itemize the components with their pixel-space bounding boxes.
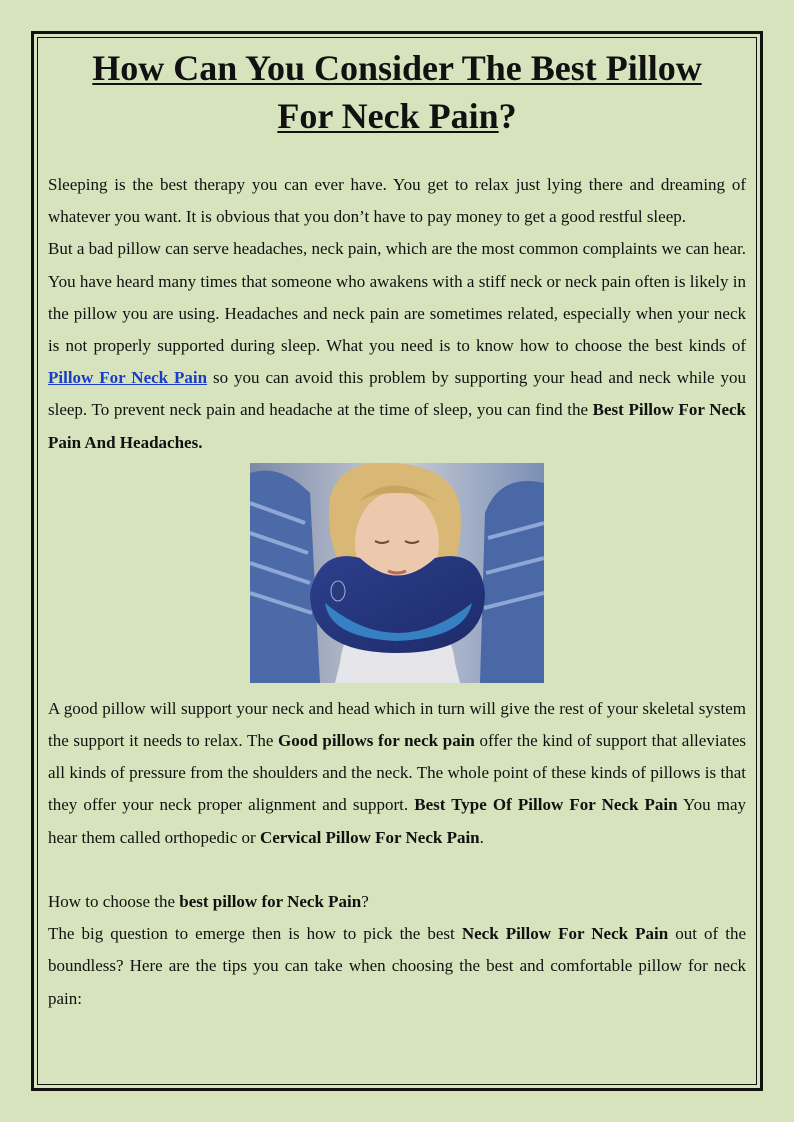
bold-phrase: Best Type Of Pillow For Neck Pain [414,795,678,815]
bold-phrase: Cervical Pillow For Neck Pain [259,827,480,847]
paragraph-how-to-choose [48,886,746,918]
paragraph-text: A good pillow will support your neck and head which in turn will give the rest of your skeletal system the support it needs to relax. The [48,698,746,751]
title-line2: For Neck Pain [277,96,499,136]
paragraph-text: But a bad pillow can serve headaches, neck pain, which are the most common complaints we can hear. You have heard many times that someone who awakens with a stiff neck or neck pain often is likely in the pillow you are using. Headaches and neck pain are sometimes related, especially when your neck is not properly supported during sleep. What you need is to know how to choose the best kinds of [48,239,746,356]
paragraph-text: How to choose the [48,892,180,912]
bold-phrase: Best Pillow For Neck Pain And Headaches. [48,400,747,452]
article-body [48,169,746,1015]
paragraph-text: offer the kind of support that alleviates all kinds of pressure from the shoulders and the neck. The whole point of these kinds of pillows is that they offer your neck proper alignment and support. [48,731,746,815]
bold-phrase: Good pillows for neck pain [278,731,475,751]
bold-phrase: Neck Pillow For Neck Pain [461,924,669,944]
document-content [48,44,746,1015]
paragraph-text: so you can avoid this problem by supporting your head and neck while you sleep. To prevent neck pain and headache at the time of sleep, you can find the [48,368,746,420]
paragraph-text: . [479,827,484,847]
paragraph-good-pillow [48,693,746,854]
paragraph-text: out of the boundless? Here are the tips you can take when choosing the best and comfortable pillow for neck pain: [48,924,746,1008]
blank-line [48,854,746,886]
paragraph-text: You may hear them called orthopedic or [48,795,747,847]
paragraph-text: The big question to emerge then is how to pick the best [48,924,462,944]
paragraph-intro: Sleeping is the best therapy you can ever have. You get to relax just lying there and dreaming of whatever you want. It is obvious that you don’t have to pay money to get a good restful sleep. [48,175,746,227]
page-title [48,44,746,140]
title-line1: How Can You Consider The Best Pillow [92,48,702,88]
woman-neck-pillow-illustration [250,463,544,683]
bold-phrase: best pillow for Neck Pain [179,892,362,912]
neck-pillow-photo [250,463,544,683]
paragraph-text: ? [361,892,369,912]
title-question-mark: ? [498,96,517,136]
paragraph-bad-pillow [48,233,746,458]
pillow-for-neck-pain-link[interactable]: Pillow For Neck Pain [48,368,208,388]
paragraph-big-question [48,918,746,1015]
